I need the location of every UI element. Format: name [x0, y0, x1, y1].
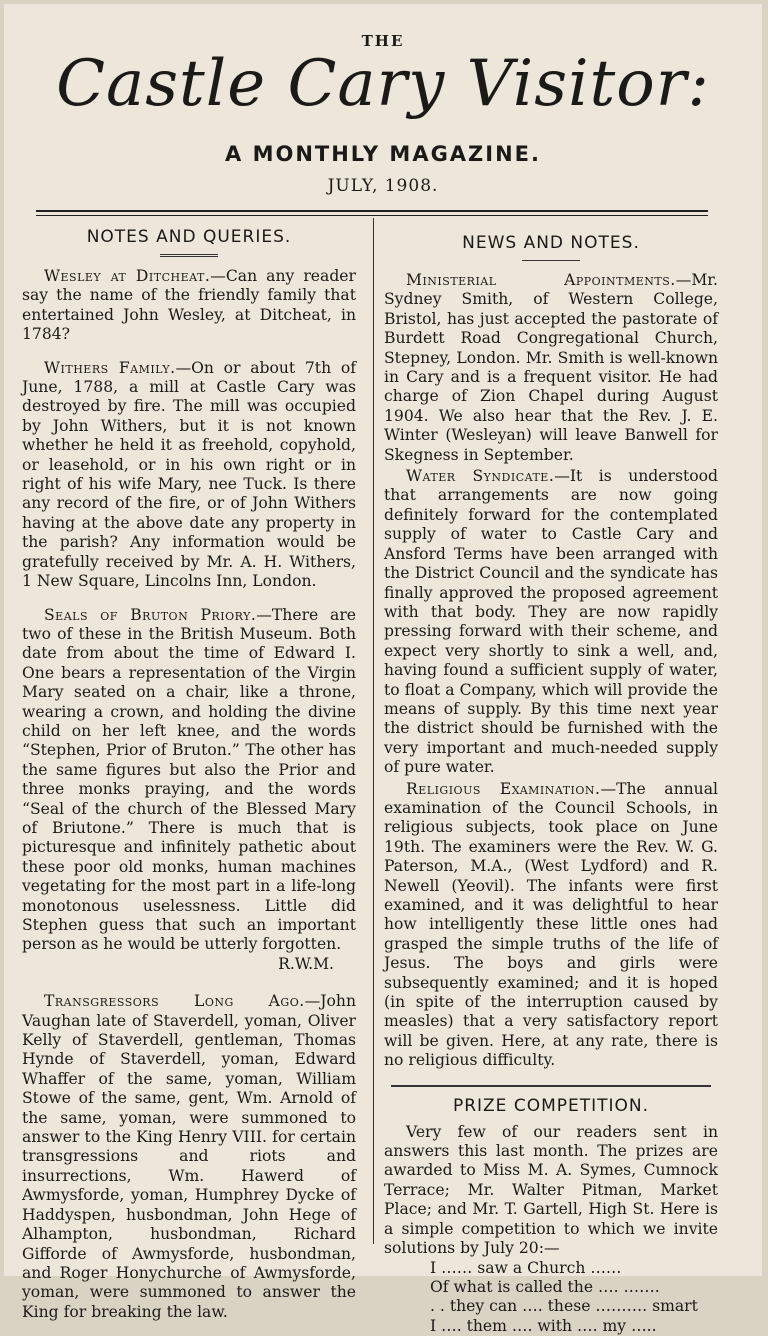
masthead-subtitle: A MONTHLY MAGAZINE. — [4, 142, 762, 166]
puzzle-lines — [384, 1259, 718, 1336]
ministerial-title: Ministerial Appointments. — [406, 271, 676, 289]
masthead-title: Castle Cary Visitor: — [4, 52, 762, 116]
heading-rule — [160, 254, 218, 257]
wesley-body: —Can any reader say the name of the friendly family that entertained John Wesley, at Ditcheat, in 1784? — [22, 267, 356, 343]
religious-body: —The annual examination of the Council Schools, in religious subjects, took place on June 19th. The examiners were the Rev. W. G. Paterson, M.A., (West Lydford) and R. Newell (Yeovil). The infants were first examined, and it was delightful to hear how intelligently these little ones had grasped the simple truths of the life of Jesus. The boys and girls were subsequently examined; and it is hoped (in spite of the interruption caused by measles) that a very satisfactory report will be given. Here, at any rate, there is no religious difficulty. — [384, 780, 718, 1070]
transgressors-body: —John Vaughan late of Staverdell, yoman, Oliver Kelly of Staverdell, gentleman, Thomas Hynde of Staverdell, yoman, Edward Whaffer of the same, yoman, William Stowe of the same, gent, Wm. Arnold of the same, yoman, were summoned to answer to the King Henry VIII. for certain transgressions and riots and insurrections, Wm. Hawerd of Awmysforde, yoman, Humphrey Dycke of Haddyspen, husbondman, John Hege of Alhampton, husbondman, Richard Gifforde of Awmysforde, husbondman, and Roger Honychurche of Awmysforde, yoman, were summoned to answer the King for breaking the law. — [22, 992, 356, 1321]
seals-paragraph — [22, 606, 356, 955]
masthead-rule — [36, 210, 708, 216]
notes-queries-heading: NOTES AND QUERIES. — [22, 224, 356, 250]
transgressors-paragraph — [22, 992, 356, 1322]
withers-body: —On or about 7th of June, 1788, a mill at Castle Cary was destroyed by fire. The mill was occupied by John Withers, but it is not known whether he held it as freehold, copyhold, or leasehold, or in his own right or in right of his wife Mary, nee Tuck. Is there any record of the fire, or of John Withers having at the above date any property in the parish? Any information would be gratefully received by Mr. A. H. Withers, 1 New Square, Lincolns Inn, London. — [22, 359, 356, 590]
puzzle-line: . . they can …. these ………. smart — [430, 1297, 718, 1316]
column-divider — [373, 218, 374, 1244]
withers-paragraph — [22, 359, 356, 592]
ministerial-body: —Mr. Sydney Smith, of Western College, Bristol, has just accepted the pastorate of Burdett Road Congregational Church, Stepney, London. Mr. Smith is well-known in Cary and is a frequent visitor. He had charge of Zion Chapel during August 1904. We also hear that the Rev. J. E. Winter (Wesleyan) will leave Banwell for Skegness in September. — [384, 271, 718, 464]
section-rule — [391, 1085, 711, 1087]
prize-body: Very few of our readers sent in answers this last month. The prizes are awarded to Miss M. A. Symes, Cumnock Terrace; Mr. Walter Pitman, Market Place; and Mr. T. Gartell, High St. Here is a simple competition to which we invite solutions by July 20:— — [384, 1123, 718, 1257]
water-title: Water Syndicate. — [406, 467, 554, 485]
religious-title: Religious Examination. — [406, 780, 601, 798]
transgressors-title: Transgressors Long Ago. — [44, 992, 305, 1010]
masthead-the: THE — [4, 32, 762, 50]
puzzle-line: I …. them …. with …. my ….. — [430, 1317, 718, 1336]
withers-title: Withers Family. — [44, 359, 176, 377]
news-notes-heading: NEWS AND NOTES. — [384, 230, 718, 256]
seals-signature: R.W.M. — [22, 955, 356, 974]
left-column — [22, 224, 356, 1336]
wesley-paragraph — [22, 267, 356, 345]
puzzle-line: I …… saw a Church …… — [430, 1259, 718, 1278]
seals-body: —There are two of these in the British Museum. Both date from about the time of Edward I. One bears a representation of the Virgin Mary seated on a chair, like a throne, wearing a crown, and holding the divine child on her left knee, and the words “Stephen, Prior of Bruton.” The other has the same figures but also the Prior and three monks praying, and the words “Seal of the church of the Blessed Mary of Briutone.” There is much that is picturesque and infinitely pathetic about these poor old monks, human machines vegetating for the most part in a life-long monotonous uselessness. Little did Stephen guess that such an important person as he would be utterly forgotten. — [22, 606, 356, 954]
right-column — [384, 230, 718, 1336]
heading-rule — [522, 260, 580, 261]
wesley-title: Wesley at Ditcheat. — [44, 267, 210, 285]
prize-paragraph — [384, 1123, 718, 1259]
magazine-page — [4, 4, 762, 1276]
water-paragraph — [384, 467, 718, 778]
puzzle-line: Of what is called the …. ……. — [430, 1278, 718, 1297]
religious-paragraph — [384, 780, 718, 1071]
ministerial-paragraph — [384, 271, 718, 465]
issue-date: JULY, 1908. — [4, 176, 762, 196]
water-body: —It is understood that arrangements are now going definitely forward for the contemplated supply of water to Castle Cary and Ansford Terms have been arranged with the District Council and the syndicate has finally approved the proposed agreement with that body. They are now rapidly pressing forward with their scheme, and expect very shortly to sink a well, and, having found a sufficient supply of water, to float a Company, which will provide the means of supply. By this time next year the district should be furnished with the very important and much-needed supply of pure water. — [384, 467, 718, 776]
seals-title: Seals of Bruton Priory. — [44, 606, 256, 624]
prize-heading: PRIZE COMPETITION. — [384, 1093, 718, 1119]
